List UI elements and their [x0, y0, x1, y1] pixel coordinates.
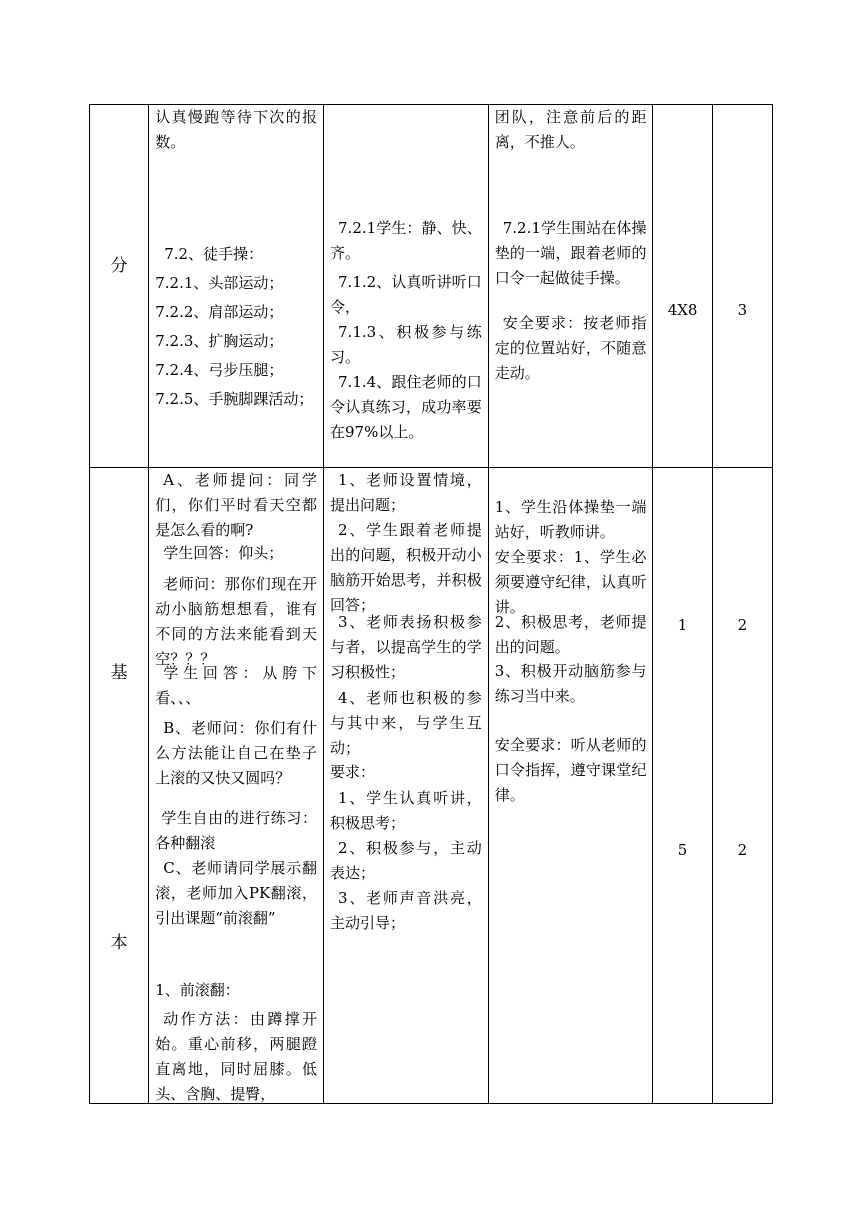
- teacher-text: 7.1.2、认真听讲听口令，: [330, 273, 482, 316]
- teacher-text: 3、老师声音洪亮，主动引导；: [330, 889, 482, 932]
- student-text: 团队，注意前后的距离，不推人。: [494, 108, 647, 151]
- content-line: 7.2.1、头部运动；: [155, 274, 284, 292]
- times-value: 1: [677, 616, 688, 634]
- content-text: 1、前滚翻：: [155, 981, 240, 999]
- times-cell: [653, 105, 712, 468]
- lesson-plan-table: [89, 104, 773, 1104]
- times-cell: [653, 468, 712, 1104]
- content-text: 学生自由的进行练习：各种翻滚: [155, 809, 318, 852]
- student-text: 2、积极思考，老师提出的问题。: [494, 613, 647, 656]
- teacher-text: 1、学生认真听讲，积极思考；: [330, 789, 482, 832]
- time-value: 3: [737, 301, 748, 319]
- content-cell: [149, 468, 324, 1104]
- time-value: 2: [737, 841, 748, 859]
- section-cell: [90, 105, 149, 468]
- time-cell: [712, 105, 772, 468]
- content-text: A、老师提问：同学们，你们平时看天空都是怎么看的啊?: [155, 471, 318, 539]
- student-cell: [488, 468, 653, 1104]
- teacher-text: 2、学生跟着老师提出的问题，积极开动小脑筋开始思考，并积极回答；: [330, 521, 482, 614]
- teacher-text: 7.1.3、积极参与练习。: [330, 323, 482, 366]
- teacher-cell: [324, 468, 489, 1104]
- student-text: 3、积极开动脑筋参与练习当中来。: [494, 662, 647, 705]
- table-row: [90, 105, 773, 468]
- times-value: 4X8: [667, 301, 698, 319]
- teacher-text: 2、积极参与，主动表达；: [330, 839, 482, 882]
- section-label: 本: [110, 933, 128, 953]
- safety-text: 安全要求：按老师指定的位置站好，不随意走动。: [494, 314, 647, 382]
- content-text: C、老师请同学展示翻滚，老师加入PK翻滚，引出课题“前滚翻”: [155, 859, 318, 927]
- content-line: 7.2、徒手操：: [164, 245, 264, 263]
- content-line: 7.2.5、手腕脚踝活动；: [155, 390, 314, 408]
- content-cell: [149, 105, 324, 468]
- content-line: 7.2.3、扩胸运动；: [155, 332, 284, 350]
- section-label: 基: [110, 663, 128, 683]
- teacher-text: 要求：: [330, 763, 376, 781]
- teacher-text: 4、老师也积极的参与其中来，与学生互动；: [330, 689, 482, 757]
- content-text: 老师问：那你们现在开动小脑筋想想看，谁有不同的方法来能看到天空？？？: [155, 575, 318, 668]
- safety-text: 安全要求：听从老师的口令指挥，遵守课堂纪律。: [494, 736, 647, 804]
- content-text: 动作方法：由蹲撑开始。重心前移，两腿蹬直离地，同时屈膝。低头、含胸、提臀，: [155, 1010, 318, 1103]
- student-cell: [488, 105, 653, 468]
- teacher-cell: [324, 105, 489, 468]
- teacher-text: 3、老师表扬积极参与者，以提高学生的学习积极性；: [330, 613, 482, 681]
- content-text: B、老师问：你们有什么方法能让自己在垫子上滚的又快又圆吗？: [155, 719, 318, 787]
- student-text: 7.2.1学生围站在体操垫的一端，跟着老师的口令一起做徒手操。: [494, 219, 647, 287]
- teacher-text: 1、老师设置情境，提出问题；: [330, 471, 482, 514]
- content-text: 认真慢跑等待下次的报数。: [155, 108, 318, 151]
- safety-text: 安全要求：1、学生必须要遵守纪律，认真听讲。: [494, 548, 647, 616]
- time-cell: [712, 468, 772, 1104]
- section-label: 分: [110, 256, 128, 276]
- content-text: 学生回答：从胯下看、、、: [155, 664, 318, 707]
- times-value: 5: [677, 841, 688, 859]
- time-value: 2: [737, 616, 748, 634]
- content-line: 7.2.2、肩部运动；: [155, 303, 284, 321]
- content-text: 学生回答：仰头；: [163, 544, 284, 562]
- table-row: [90, 468, 773, 1104]
- student-text: 1、学生沿体操垫一端站好，听教师讲。: [494, 498, 647, 541]
- section-cell: [90, 468, 149, 1104]
- content-line: 7.2.4、弓步压腿；: [155, 361, 284, 379]
- teacher-text: 7.2.1学生：静、快、齐。: [330, 219, 482, 262]
- teacher-text: 7.1.4、跟住老师的口令认真练习，成功率要在97%以上。: [330, 373, 482, 441]
